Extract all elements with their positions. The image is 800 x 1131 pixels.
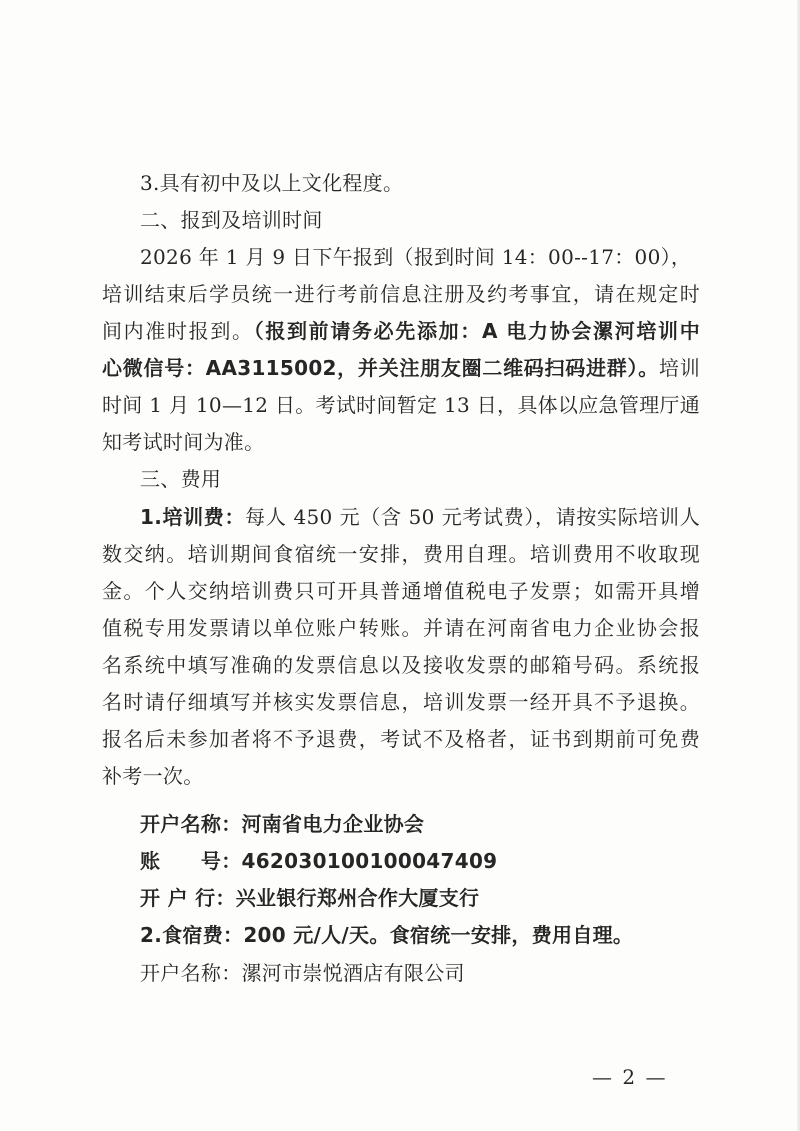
fee-line-2: 数交纳。培训期间食宿统一安排，费用自理。培训费用不收取现 — [102, 542, 700, 566]
account-bank-row — [140, 885, 479, 911]
registration-line-4-plain: 培训 — [658, 356, 700, 380]
account-bank-label: 开 户 行： — [140, 886, 236, 910]
registration-line-2: 培训结束后学员统一进行考前信息注册及约考事宜，请在规定时 — [102, 282, 700, 306]
account-name-value: 河南省电力企业协会 — [241, 812, 425, 836]
page-number: — 2 — — [592, 1065, 668, 1089]
account-number-row — [140, 848, 497, 874]
section-heading-registration: 二、报到及培训时间 — [140, 208, 323, 232]
registration-notice-bold-2: 心微信号：AA3115002，并关注朋友圈二维码扫码进群）。 — [102, 356, 659, 380]
registration-line-3 — [102, 318, 700, 344]
training-fee-text: 每人 450 元（含 50 元考试费），请按实际培训人 — [245, 505, 700, 529]
account-number-label: 账 号： — [140, 849, 242, 873]
hotel-account-name-value: 漯河市崇悦酒店有限公司 — [241, 961, 465, 985]
account-name-label: 开户名称： — [140, 812, 242, 836]
registration-line-3-plain: 间内准时报到。 — [102, 319, 254, 343]
registration-line-4 — [102, 355, 700, 381]
hotel-account-name-label: 开户名称： — [140, 961, 242, 985]
fee-line-5: 名系统中填写准确的发票信息以及接收发票的邮箱号码。系统报 — [102, 653, 700, 677]
hotel-account-name-row — [140, 960, 465, 986]
fee-line-1 — [140, 504, 700, 530]
fee-line-8: 补考一次。 — [102, 764, 204, 788]
training-fee-label: 1.培训费： — [140, 505, 246, 529]
registration-line-6: 知考试时间为准。 — [102, 430, 265, 454]
fee-line-4: 值税专用发票请以单位账户转账。并请在河南省电力企业协会报 — [102, 616, 700, 640]
fee-line-7: 报名后未参加者将不予退费，考试不及格者，证书到期前可免费 — [102, 727, 700, 751]
registration-notice-bold-1: （报到前请务必先添加：A 电力协会漯河培训中 — [253, 319, 700, 343]
fee-line-3: 金。个人交纳培训费只可开具普通增值税电子发票；如需开具增 — [102, 579, 700, 603]
registration-line-5: 时间 1 月 10—12 日。考试时间暂定 13 日，具体以应急管理厅通 — [102, 393, 701, 417]
fee-line-6: 名时请仔细填写并核实发票信息，培训发票一经开具不予退换。 — [102, 690, 700, 714]
requirement-item-3: 3.具有初中及以上文化程度。 — [140, 171, 404, 195]
account-name-row — [140, 811, 424, 837]
registration-line-1: 2026 年 1 月 9 日下午报到（报到时间 14：00--17：00）， — [140, 245, 692, 269]
account-number-value: 462030100100047409 — [241, 849, 498, 873]
meal-fee-line: 2.食宿费：200 元/人/天。食宿统一安排，费用自理。 — [140, 923, 634, 947]
account-bank-value: 兴业银行郑州合作大厦支行 — [235, 886, 480, 910]
section-heading-fees: 三、费用 — [140, 467, 222, 491]
